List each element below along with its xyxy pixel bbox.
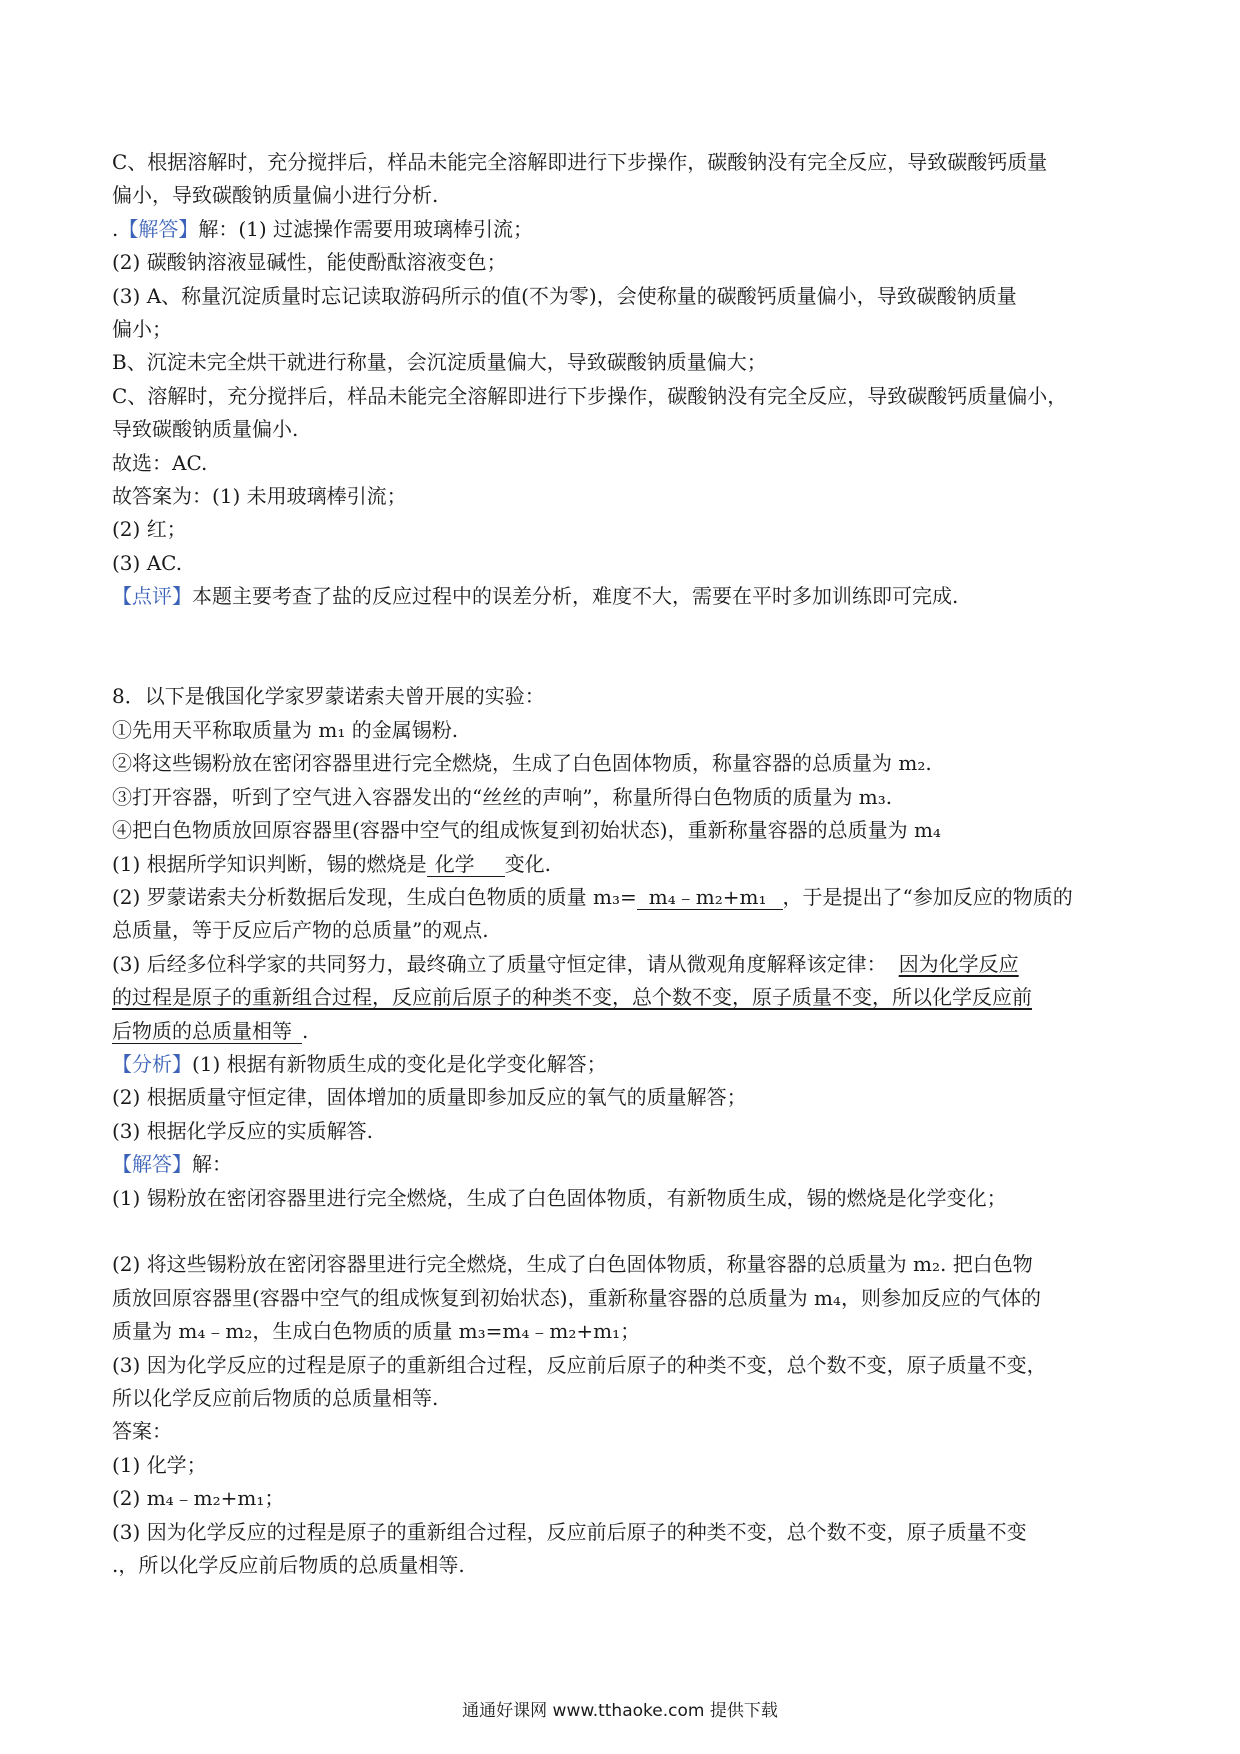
q8-part1-answer-blank: 化学 [427,852,505,877]
prev-jieda-tag: 【解答】 [118,216,199,241]
q8-daan: 答案： [112,1419,172,1444]
page-content [112,146,1132,1582]
q8-jieda-2c: 质量为 m₄﹣m₂，生成白色物质的质量 m₃=m₄﹣m₂+m₁； [112,1319,641,1344]
q8-part2-line2: 总质量，等于反应后产物的总质量”的观点. [112,918,489,943]
prev-jieda-prefix: . [112,216,119,241]
q8-fenxi-3: (3) 根据化学反应的实质解答. [112,1118,374,1143]
prev-jieda-line3a: (3) A、称量沉淀质量时忘记读取游码所示的值(不为零)，会使称量的碳酸钙质量偏小，导致碳酸钠质量 [112,283,1017,308]
q8-part2-line1 [112,881,1132,914]
prev-jieda-line2: (2) 碳酸钠溶液显碱性，能使酚酞溶液变色； [112,250,507,275]
q8-part1-after: 变化. [504,851,552,876]
q8-fenxi-1 [112,1048,1132,1081]
q8-part1 [112,848,1132,881]
q8-jieda-tag: 【解答】 [112,1152,192,1177]
q8-fenxi-tag: 【分析】 [112,1051,192,1076]
q8-fenxi-text1: (1) 根据有新物质生成的变化是化学变化解答； [192,1051,607,1076]
q8-step1: ①先用天平称取质量为 m₁ 的金属锡粉. [112,717,459,742]
q8-part3-line2 [112,981,1132,1014]
section-gap [112,614,1132,681]
q8-jieda-3b: 所以化学反应前后物质的总质量相等. [112,1386,439,1410]
q8-step3: ③打开容器，听到了空气进入容器发出的“丝丝的声响”，称量所得白色物质的质量为 m₃. [112,784,893,809]
q8-part3-line3 [112,1015,1132,1048]
prev-dianping-text: 本题主要考查了盐的反应过程中的误差分析，难度不大，需要在平时多加训练即可完成. [192,584,959,609]
q8-part3-answer-2: 的过程是原子的重新组合过程，反应前后原子的种类不变，总个数不变，原子质量不变，所以化学反应前 [112,985,1032,1010]
q8-step4: ④把白色物质放回原容器里(容器中空气的组成恢复到初始状态)，重新称量容器的总质量为 m₄ [112,818,941,843]
q8-part3-answer-3: 后物质的总质量相等 [112,1019,302,1044]
prev-analysis-c-line2: 偏小，导致碳酸钠质量偏小进行分析. [112,183,439,208]
q8-jieda-3a: (3) 因为化学反应的过程是原子的重新组合过程，反应前后原子的种类不变，总个数不变，原子质量不变， [112,1352,1047,1377]
q8-step2: ②将这些锡粉放在密闭容器里进行完全燃烧，生成了白色固体物质，称量容器的总质量为 m₂. [112,751,932,776]
prev-dianping [112,580,1132,613]
q8-part3-text: (3) 后经多位科学家的共同努力，最终确立了质量守恒定律，请从微观角度解释该定律： [112,951,887,976]
q8-jieda-head-text: 解： [192,1152,232,1177]
q8-part3-line1 [112,948,1132,981]
prev-guxuan: 故选：AC. [112,450,208,475]
q8-jieda-2b: 质放回原容器里(容器中空气的组成恢复到初始状态)，重新称量容器的总质量为 m₄，则参加反应的气体的 [112,1285,1041,1310]
prev-jieda-line1 [112,213,1132,246]
prev-jieda-line3b: 偏小； [112,317,172,342]
page-footer: 通通好课网 www.tthaoke.com 提供下载 [462,1701,778,1721]
prev-answer-1: 故答案为：(1) 未用玻璃棒引流； [112,484,407,509]
prev-jieda-c2: 导致碳酸钠质量偏小. [112,417,299,442]
q8-ans-1: (1) 化学； [112,1452,207,1477]
q8-part3-answer-1: 因为化学反应 [898,951,1019,976]
q8-part2-after: ，于是提出了“参加反应的物质的 [782,884,1073,909]
q8-jieda-head [112,1148,1132,1181]
q8-fenxi-2: (2) 根据质量守恒定律，固体增加的质量即参加反应的氧气的质量解答； [112,1085,747,1110]
prev-answer-2: (2) 红； [112,517,187,542]
prev-dianping-tag: 【点评】 [112,584,192,609]
prev-jieda-c1: C、溶解时，充分搅拌后，样品未能完全溶解即进行下步操作，碳酸钠没有完全反应，导致碳酸钙质量偏小， [112,383,1068,408]
q8-part2-text: (2) 罗蒙诺索夫分析数据后发现，生成白色物质的质量 m₃= [112,884,637,909]
prev-answer-3: (3) AC. [112,550,183,575]
prev-jieda-b: B、沉淀未完全烘干就进行称量，会沉淀质量偏大，导致碳酸钠质量偏大； [112,350,767,375]
q8-part1-text: (1) 根据所学知识判断，锡的燃烧是 [112,851,427,876]
paragraph-gap [112,1215,1132,1248]
q8-part3-end: . [302,1018,309,1043]
q8-jieda-1: (1) 锡粉放在密闭容器里进行完全燃烧，生成了白色固体物质，有新物质生成，锡的燃烧是化学变化； [112,1185,1007,1210]
q8-ans-2: (2) m₄﹣m₂+m₁； [112,1486,285,1511]
q8-part2-answer-blank: m₄﹣m₂+m₁ [637,885,783,910]
prev-jieda-text1: 解：(1) 过滤操作需要用玻璃棒引流； [198,216,534,241]
q8-intro: 8．以下是俄国化学家罗蒙诺索夫曾开展的实验： [112,684,545,709]
prev-analysis-c-line1: C、根据溶解时，充分搅拌后，样品未能完全溶解即进行下步操作，碳酸钠没有完全反应，导致碳酸钙质量 [112,150,1048,174]
q8-ans-3b: .，所以化学反应前后物质的总质量相等. [112,1553,465,1578]
q8-jieda-2a: (2) 将这些锡粉放在密闭容器里进行完全燃烧，生成了白色固体物质，称量容器的总质量为 m₂. 把白色物 [112,1252,1033,1277]
q8-ans-3a: (3) 因为化学反应的过程是原子的重新组合过程，反应前后原子的种类不变，总个数不变，原子质量不变 [112,1519,1027,1544]
